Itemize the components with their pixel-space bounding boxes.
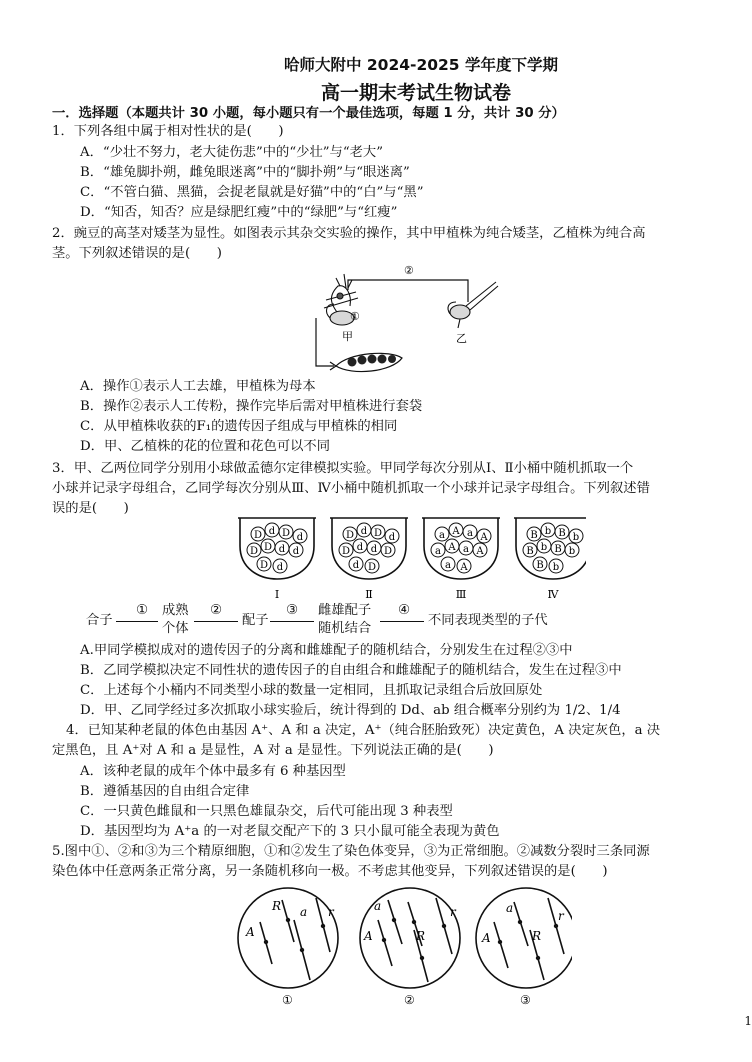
- cell-1-gene-a: a: [300, 905, 308, 919]
- meiosis-flow-chart: [86, 601, 606, 641]
- question-2-option-d: D．甲、乙植株的花的位置和花色可以不同: [80, 439, 331, 454]
- question-3-stem-line3: 误的是( ): [52, 501, 129, 516]
- flow-step-4: ④: [398, 603, 410, 618]
- question-2-option-c: C．从甲植株收获的F₁的遗传因子组成与甲植株的相同: [80, 419, 398, 434]
- question-3-stem-line2: 小球并记录字母组合，乙同学每次分别从Ⅲ、Ⅳ小桶中随机抓取一个小球并记录字母组合。下列叙述错: [52, 481, 650, 496]
- cell-1-gene-R: R: [272, 899, 282, 913]
- cell-1: [238, 888, 338, 1007]
- ball-letter: B: [558, 528, 566, 539]
- ball-letter: A: [452, 526, 460, 537]
- ball-letter: D: [373, 528, 383, 539]
- cell-1-gene-A: A: [246, 925, 255, 939]
- cell-3: [476, 888, 572, 1007]
- bucket-label: Ⅱ: [365, 588, 373, 601]
- ball-letter: A: [476, 546, 484, 557]
- ball-letter: D: [249, 546, 259, 557]
- bucket-label: Ⅳ: [547, 588, 559, 601]
- ball-letter: d: [360, 526, 368, 537]
- question-4-stem-line1: 4．已知某种老鼠的体色由基因 A⁺、A 和 a 决定，A⁺（纯合胚胎致死）决定黄色，A 决定灰色，a 决: [66, 723, 661, 738]
- bucket-4: [514, 518, 586, 601]
- flow-step-3: ③: [286, 603, 298, 618]
- cell-3-gene-A: A: [482, 931, 491, 945]
- ball-letter: d: [278, 544, 286, 555]
- bucket-1: [238, 518, 316, 601]
- question-2-option-b: B．操作②表示人工传粉，操作完毕后需对甲植株进行套袋: [80, 399, 423, 414]
- cell-2-label: ②: [404, 993, 415, 1007]
- ball-letter: B: [536, 560, 544, 571]
- cell-1-gene-r: r: [328, 905, 334, 919]
- label-op1: ①: [350, 310, 360, 323]
- question-4-option-c: C．一只黄色雌鼠和一只黑色雄鼠杂交，后代可能出现 3 种表型: [80, 804, 453, 819]
- cell-3-gene-a: a: [506, 901, 514, 915]
- bucket-label: Ⅲ: [455, 588, 467, 601]
- bucket-label: Ⅰ: [274, 588, 280, 601]
- label-jia: 甲: [342, 330, 353, 343]
- pea-pod-icon: [336, 353, 402, 371]
- ball-letter: a: [439, 530, 445, 541]
- ball-letter: A: [460, 562, 468, 573]
- ball-letter: d: [296, 532, 304, 543]
- ball-letter: D: [345, 530, 355, 541]
- question-3-stem-line1: 3．甲、乙两位同学分别用小球做孟德尔定律模拟实验。甲同学每次分别从Ⅰ、Ⅱ小桶中随机抓取一个: [52, 461, 634, 476]
- flow-step-2: ②: [210, 603, 222, 618]
- ball-letter: A: [480, 532, 488, 543]
- ball-letter: a: [435, 546, 441, 557]
- ball-letter: B: [554, 544, 562, 555]
- ball-letter: D: [383, 546, 393, 557]
- flow-step-1: ①: [136, 603, 148, 618]
- ball-letter: a: [445, 560, 451, 571]
- cell-2-gene-A: A: [364, 929, 373, 943]
- cell-2-gene-a: a: [374, 899, 382, 913]
- question-1-stem: 1．下列各组中属于相对性状的是( ): [52, 124, 284, 139]
- question-1-option-a: A．“少壮不努力，老大徒伤悲”中的“少壮”与“老大”: [80, 145, 384, 160]
- ball-letter: b: [568, 546, 576, 557]
- ball-letter: D: [253, 530, 263, 541]
- buckets-figure: [236, 512, 586, 602]
- question-1-option-c: C．“不管白猫、黑猫，会捉老鼠就是好猫”中的“白”与“黑”: [80, 185, 424, 200]
- question-5-stem-line1: 5.图中①、②和③为三个精原细胞，①和②发生了染色体变异，③为正常细胞。②减数分裂时三条同源: [52, 844, 650, 859]
- sperm-cells-figure: [232, 880, 572, 1010]
- ball-letter: b: [544, 526, 552, 537]
- question-4-option-b: B．遵循基因的自由组合定律: [80, 784, 250, 799]
- ball-letter: d: [356, 542, 364, 553]
- ball-letter: D: [281, 528, 291, 539]
- school-term-title: 哈师大附中 2024-2025 学年度下学期: [283, 56, 558, 74]
- question-3-option-c: C．上述每个小桶内不同类型小球的数量一定相同，且抓取记录组合后放回原处: [80, 683, 543, 698]
- question-3-option-d: D．甲、乙同学经过多次抓取小球实验后，统计得到的 Dd、ab 组合概率分别约为 1/2、1/4: [80, 703, 621, 718]
- question-2-option-a: A．操作①表示人工去雄，甲植株为母本: [80, 379, 316, 394]
- flower-yi-icon: [448, 282, 498, 328]
- bucket-3: [422, 518, 500, 601]
- ball-letter: B: [526, 546, 534, 557]
- pea-cross-figure: [300, 256, 510, 376]
- flow-mid3-top: 雌雄配子: [318, 603, 372, 618]
- flow-mid3-bottom: 随机结合: [318, 621, 372, 636]
- section-heading: 一．选择题（本题共计 30 小题，每小题只有一个最佳选项，每题 1 分，共计 30 分）: [52, 106, 565, 121]
- question-1-option-b: B．“雄兔脚扑朔，雌兔眼迷离”中的“脚扑朔”与“眼迷离”: [80, 165, 410, 180]
- ball-letter: D: [341, 546, 351, 557]
- question-2-stem-line2: 茎。下列叙述错误的是( ): [52, 246, 222, 261]
- flow-start: 合子: [86, 613, 113, 628]
- question-3-option-a: A.甲同学模拟成对的遗传因子的分离和雌雄配子的随机结合，分别发生在过程②③中: [80, 643, 573, 658]
- ball-letter: d: [268, 526, 276, 537]
- ball-letter: d: [352, 560, 360, 571]
- bucket-2: [330, 518, 408, 601]
- flow-end: 不同表现类型的子代: [428, 613, 548, 628]
- ball-letter: d: [388, 532, 396, 543]
- ball-letter: b: [552, 562, 560, 573]
- cell-2: [360, 888, 460, 1007]
- ball-letter: a: [463, 544, 469, 555]
- question-4-option-a: A．该种老鼠的成年个体中最多有 6 种基因型: [80, 764, 346, 779]
- ball-letter: d: [276, 562, 284, 573]
- exam-title: 高一期末考试生物试卷: [320, 82, 511, 104]
- cell-3-label: ③: [520, 993, 531, 1007]
- ball-letter: a: [467, 528, 473, 539]
- question-1-option-d: D．“知否，知否？应是绿肥红瘦”中的“绿肥”与“红瘦”: [80, 205, 398, 220]
- ball-letter: D: [263, 542, 273, 553]
- cell-3-gene-R: R: [532, 929, 542, 943]
- cell-2-gene-r: r: [450, 905, 456, 919]
- cell-1-label: ①: [282, 993, 293, 1007]
- ball-letter: D: [259, 560, 269, 571]
- question-3-option-b: B．乙同学模拟决定不同性状的遗传因子的自由组合和雌雄配子的随机结合，发生在过程③中: [80, 663, 622, 678]
- cell-2-gene-R: R: [416, 929, 426, 943]
- label-yi: 乙: [456, 332, 467, 345]
- ball-letter: b: [572, 532, 580, 543]
- ball-letter: d: [370, 544, 378, 555]
- flow-mid1-top: 成熟: [162, 603, 189, 618]
- ball-letter: d: [292, 546, 300, 557]
- page-number: 1: [744, 1014, 752, 1028]
- ball-letter: A: [448, 542, 456, 553]
- flow-mid1-bottom: 个体: [162, 621, 189, 636]
- question-4-option-d: D．基因型均为 A⁺a 的一对老鼠交配产下的 3 只小鼠可能全表现为黄色: [80, 824, 500, 839]
- flow-mid2: 配子: [242, 613, 269, 628]
- ball-letter: D: [367, 562, 377, 573]
- label-op2: ②: [404, 264, 414, 277]
- ball-letter: b: [540, 542, 548, 553]
- question-2-stem-line1: 2．豌豆的高茎对矮茎为显性。如图表示其杂交实验的操作，其中甲植株为纯合矮茎，乙植株为纯合高: [52, 226, 646, 241]
- cell-3-gene-r: r: [558, 909, 564, 923]
- question-4-stem-line2: 定黑色，且 A⁺对 A 和 a 是显性，A 对 a 是显性。下列说法正确的是( ): [52, 743, 494, 758]
- ball-letter: B: [530, 530, 538, 541]
- question-5-stem-line2: 染色体中任意两条正常分离，另一条随机移向一极。不考虑其他变异，下列叙述错误的是( ): [52, 864, 608, 879]
